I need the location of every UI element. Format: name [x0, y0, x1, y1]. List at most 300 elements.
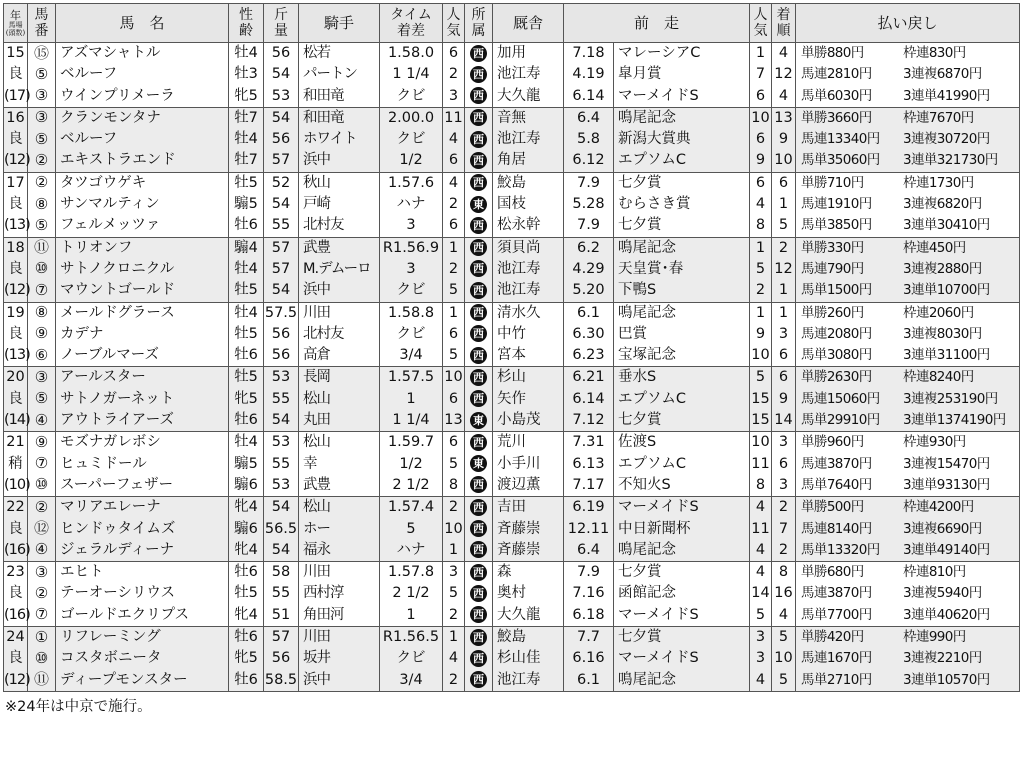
- time-margin-line: 1 1/4: [392, 66, 430, 83]
- horse-name-cell: [56, 627, 229, 692]
- payout-primary: 馬単13320円: [801, 541, 880, 558]
- prev-finish-line: 10: [774, 152, 793, 169]
- prev-popularity-cell-lines: [750, 303, 771, 367]
- payout-secondary: 3連複5940円: [903, 585, 982, 602]
- affiliation-badge: 西: [470, 217, 487, 234]
- horse-number-marker: ⑤: [34, 215, 49, 234]
- payout-primary: 馬連1910円: [801, 196, 872, 213]
- sex-age-line: 騸6: [234, 520, 258, 537]
- trainer-name-cell-lines: [493, 367, 563, 431]
- payout-line: [796, 497, 1019, 518]
- horse-number-marker: ⑤: [34, 129, 49, 148]
- carried-weight-line: 53: [271, 369, 291, 386]
- payout-secondary: 3連単30410円: [903, 217, 990, 234]
- affiliation-badge: 西: [470, 87, 487, 104]
- trainer-name-cell: [493, 302, 564, 367]
- prev-race-date-line: 7.9: [576, 217, 601, 234]
- race-year-cell-lines: [4, 238, 30, 302]
- horse-number-line: [28, 583, 55, 604]
- time-margin-line: 1.59.7: [387, 434, 435, 451]
- prev-race-name-cell-lines: [614, 562, 749, 626]
- time-margin-line: クビ: [396, 282, 426, 299]
- affiliation-line: [465, 108, 492, 129]
- header-umaban: [28, 4, 56, 43]
- sex-age-line: 騸5: [234, 455, 258, 472]
- track-condition: 良: [8, 260, 23, 277]
- prev-race-name-line: マーメイドS: [618, 650, 699, 667]
- payout-cell: [796, 172, 1020, 237]
- prev-popularity-cell-lines: [750, 367, 771, 431]
- time-margin-line: 3/4: [399, 671, 423, 688]
- prev-race-name-line: 垂水S: [618, 369, 657, 386]
- payout-cell: [796, 432, 1020, 497]
- track-condition: 良: [8, 196, 23, 213]
- sex-age-line: 牡4: [234, 131, 258, 148]
- affiliation-line: [465, 475, 492, 496]
- prev-race-date-cell: [564, 107, 614, 172]
- prev-popularity-cell: [750, 627, 772, 692]
- affiliation-badge: 西: [470, 606, 487, 623]
- trainer-name-line: 奥村: [497, 585, 526, 602]
- horse-name-line: ウインプリメーラ: [60, 87, 175, 104]
- horse-number-marker: ⑩: [34, 259, 49, 278]
- popularity-cell: [443, 237, 465, 302]
- race-year-cell: [4, 43, 28, 108]
- carried-weight-line: 56: [271, 325, 291, 342]
- payout-secondary: 3連複6690円: [903, 520, 982, 537]
- payout-secondary: 枠連930円: [903, 434, 966, 451]
- sex-age-cell-lines: [229, 108, 263, 172]
- sex-age-line: 牡5: [234, 174, 258, 191]
- trainer-name-line: 角居: [497, 152, 526, 169]
- carried-weight-line: 53: [271, 476, 291, 493]
- prev-finish-cell: [772, 627, 796, 692]
- payout-primary: 単勝680円: [801, 564, 864, 581]
- prev-popularity-line: 15: [751, 412, 770, 429]
- prev-race-name-cell: [614, 497, 750, 562]
- affiliation-line: [465, 303, 492, 324]
- trainer-name-line: 加用: [497, 45, 526, 61]
- trainer-name-cell: [493, 172, 564, 237]
- prev-finish-cell: [772, 432, 796, 497]
- affiliation-badge: 西: [470, 390, 487, 407]
- prev-race-date-cell: [564, 562, 614, 627]
- popularity-line: 13: [444, 412, 463, 429]
- horse-number-marker: ⑤: [34, 64, 49, 83]
- horse-name-cell: [56, 172, 229, 237]
- popularity-line: 1: [448, 629, 459, 646]
- payout-line: [796, 238, 1019, 259]
- horse-name-line: カデナ: [60, 325, 104, 342]
- horse-name-line: ベルーフ: [60, 131, 118, 148]
- horse-number-cell-lines: [28, 108, 55, 172]
- prev-race-date-line: 6.14: [572, 87, 605, 104]
- trainer-name-line: 小手川: [497, 455, 541, 472]
- affiliation-cell-lines: [465, 627, 492, 691]
- payout-primary: 単勝880円: [801, 45, 864, 61]
- horse-number-marker: ②: [34, 583, 49, 602]
- payout-primary: 馬単7700円: [801, 606, 872, 623]
- prev-race-date-line: 6.16: [572, 650, 605, 667]
- popularity-cell: [443, 562, 465, 627]
- table-body: [4, 43, 1020, 692]
- affiliation-line: [465, 540, 492, 561]
- carried-weight-line: 55: [271, 585, 291, 602]
- affiliation-badge: 西: [470, 369, 487, 386]
- payout-primary: 馬単35060円: [801, 152, 880, 169]
- trainer-name-line: 斉藤崇: [497, 520, 541, 537]
- prev-popularity-line: 4: [755, 541, 766, 558]
- prev-race-name-cell: [614, 627, 750, 692]
- prev-race-name-cell-lines: [614, 367, 749, 431]
- carried-weight-line: 55: [271, 217, 291, 234]
- time-margin-cell: [380, 432, 443, 497]
- time-margin-line: 1.57.8: [387, 564, 435, 581]
- payout-secondary: 枠連990円: [903, 629, 966, 646]
- trainer-name-cell: [493, 497, 564, 562]
- prev-race-date-cell: [564, 302, 614, 367]
- prev-finish-line: 2: [778, 499, 789, 516]
- track-condition: 良: [8, 66, 23, 83]
- horse-name-cell: [56, 302, 229, 367]
- track-condition: 良: [8, 585, 23, 602]
- prev-finish-line: 7: [778, 520, 789, 537]
- trainer-name-line: 池江寿: [497, 260, 541, 277]
- jockey-name-line: 浜中: [303, 671, 330, 688]
- jockey-name-line: M.デムーロ: [303, 260, 371, 277]
- horse-number-line: [28, 43, 55, 64]
- horse-number-marker: ⑧: [34, 303, 49, 322]
- payout-cell: [796, 302, 1020, 367]
- horse-name-line: アズマシャトル: [60, 45, 161, 61]
- affiliation-line: [465, 389, 492, 410]
- header-prevpop-label: 人気: [753, 7, 768, 39]
- horse-name-line: マウントゴールド: [60, 282, 176, 299]
- prev-popularity-line: 4: [755, 499, 766, 516]
- affiliation-badge: 西: [470, 476, 487, 493]
- field-size: (13): [4, 217, 30, 234]
- horse-number-cell-lines: [28, 627, 55, 691]
- payout-primary: 馬単7640円: [801, 476, 872, 493]
- race-year-cell: [4, 562, 28, 627]
- trainer-name-line: 荒川: [497, 434, 526, 451]
- race-year-cell-lines: [4, 303, 30, 367]
- prev-finish-line: 6: [778, 174, 789, 191]
- jockey-name-line: 幸: [303, 455, 317, 472]
- trainer-name-cell-lines: [493, 497, 563, 561]
- time-margin-cell: [380, 107, 443, 172]
- trainer-name-line: 大久龍: [497, 87, 541, 104]
- prev-race-name-cell: [614, 432, 750, 497]
- horse-number-marker: ③: [34, 86, 49, 105]
- payout-secondary: 3連複6870円: [903, 66, 982, 83]
- prev-popularity-line: 7: [755, 66, 766, 83]
- payout-secondary: 枠連4200円: [903, 499, 974, 516]
- horse-number-marker: ②: [34, 497, 49, 516]
- horse-name-cell-lines: [56, 562, 228, 626]
- race-year: 17: [6, 174, 25, 191]
- popularity-cell: [443, 302, 465, 367]
- affiliation-line: [465, 605, 492, 626]
- payout-cell-lines: [796, 367, 1019, 431]
- affiliation-line: [465, 519, 492, 540]
- horse-number-marker: ⑨: [34, 432, 49, 451]
- popularity-line: 6: [448, 217, 459, 234]
- header-aff-label: 所属: [471, 7, 486, 39]
- prev-race-date-line: 7.9: [576, 174, 601, 191]
- time-margin-cell-lines: [380, 432, 442, 496]
- prev-race-name-cell: [614, 43, 750, 108]
- horse-name-line: ディープモンスター: [60, 671, 188, 688]
- sex-age-cell-lines: [229, 303, 263, 367]
- sex-age-line: 騸5: [234, 196, 258, 213]
- carried-weight-line: 54: [271, 282, 291, 299]
- horse-number-marker: ⑦: [34, 280, 49, 299]
- payout-line: [796, 627, 1019, 648]
- header-prevpop: [750, 4, 772, 43]
- prev-finish-line: 9: [778, 390, 789, 407]
- field-size: (17): [4, 87, 30, 104]
- carried-weight-line: 53: [271, 434, 291, 451]
- prev-popularity-line: 10: [751, 347, 770, 364]
- popularity-line: 10: [444, 520, 463, 537]
- prev-finish-cell-lines: [772, 497, 795, 561]
- carried-weight-line: 55: [271, 455, 291, 472]
- prev-finish-line: 2: [778, 239, 789, 256]
- horse-number-cell-lines: [28, 303, 55, 367]
- race-year-cell-lines: [4, 627, 30, 691]
- payout-line: [796, 194, 1019, 215]
- prev-popularity-line: 6: [755, 174, 766, 191]
- header-prev-label: 前 走: [634, 14, 680, 32]
- prev-race-name-line: 七夕賞: [618, 412, 662, 429]
- affiliation-cell: [465, 43, 493, 108]
- affiliation-cell: [465, 302, 493, 367]
- affiliation-badge: 西: [470, 671, 487, 688]
- payout-line: [796, 562, 1019, 583]
- affiliation-badge: 西: [470, 325, 487, 342]
- prev-race-name-cell: [614, 172, 750, 237]
- popularity-cell-lines: [443, 43, 464, 107]
- carried-weight-line: 58: [271, 564, 291, 581]
- carried-weight-line: 57: [271, 629, 291, 646]
- carried-weight-cell-lines: [264, 497, 298, 561]
- prev-race-name-line: マーメイドS: [618, 87, 699, 104]
- affiliation-cell-lines: [465, 173, 492, 237]
- sex-age-line: 牝4: [234, 606, 258, 623]
- affiliation-badge: 西: [470, 174, 487, 191]
- carried-weight-line: 54: [271, 196, 291, 213]
- affiliation-line: [465, 497, 492, 518]
- horse-name-line: アウトライアーズ: [60, 412, 174, 429]
- prev-popularity-line: 5: [755, 606, 766, 623]
- carried-weight-line: 56: [271, 131, 291, 148]
- jockey-name-cell-lines: [299, 562, 379, 626]
- popularity-cell-lines: [443, 562, 464, 626]
- race-row: [4, 302, 1020, 367]
- trainer-name-line: 音無: [497, 109, 526, 126]
- payout-secondary: 3連複30720円: [903, 131, 990, 148]
- time-margin-cell-lines: [380, 43, 442, 107]
- horse-name-cell: [56, 497, 229, 562]
- prev-finish-line: 8: [778, 564, 789, 581]
- prev-popularity-line: 4: [755, 196, 766, 213]
- sex-age-cell: [229, 43, 264, 108]
- horse-name-line: ゴールドエクリプス: [60, 606, 190, 623]
- affiliation-line: [465, 627, 492, 648]
- prev-popularity-line: 8: [755, 476, 766, 493]
- horse-name-line: ヒンドゥタイムズ: [60, 520, 176, 537]
- time-margin-line: 5: [406, 520, 416, 537]
- race-row: [4, 432, 1020, 497]
- payout-line: [796, 519, 1019, 540]
- popularity-cell: [443, 627, 465, 692]
- horse-name-line: クランモンタナ: [60, 109, 161, 126]
- jockey-name-line: 武豊: [303, 239, 330, 256]
- time-margin-cell-lines: [380, 108, 442, 172]
- prev-race-name-line: 下鴨S: [618, 282, 657, 299]
- field-size: (14): [4, 412, 30, 429]
- affiliation-cell-lines: [465, 432, 492, 496]
- carried-weight-line: 55: [271, 390, 291, 407]
- jockey-name-cell: [299, 497, 380, 562]
- payout-line: [796, 410, 1019, 431]
- prev-race-date-cell-lines: [564, 303, 613, 367]
- trainer-name-line: 中竹: [497, 325, 526, 342]
- horse-name-line: エキストラエンド: [60, 152, 176, 169]
- payout-line: [796, 173, 1019, 194]
- payout-primary: 単勝260円: [801, 304, 864, 321]
- payout-secondary: 3連複2880円: [903, 260, 982, 277]
- race-row: [4, 562, 1020, 627]
- header-time: [380, 4, 443, 43]
- prev-finish-line: 4: [778, 87, 789, 104]
- horse-name-cell-lines: [56, 432, 228, 496]
- payout-cell-lines: [796, 432, 1019, 496]
- horse-number-marker: ⑪: [33, 238, 49, 257]
- prev-race-name-line: 中日新聞杯: [618, 520, 691, 537]
- prev-finish-cell: [772, 302, 796, 367]
- header-horse-label: 馬 名: [119, 14, 165, 32]
- prev-popularity-line: 9: [755, 325, 766, 342]
- time-margin-line: クビ: [396, 87, 426, 104]
- horse-number-line: [28, 215, 55, 236]
- carried-weight-line: 54: [271, 412, 291, 429]
- popularity-cell-lines: [443, 627, 464, 691]
- affiliation-badge: 東: [470, 455, 487, 472]
- prev-race-date-line: 7.17: [572, 476, 605, 493]
- jockey-name-cell-lines: [299, 43, 379, 107]
- payout-cell: [796, 497, 1020, 562]
- race-year-cell-lines: [4, 108, 30, 172]
- horse-number-line: [28, 670, 55, 691]
- carried-weight-line: 57.5: [264, 304, 298, 321]
- sex-age-cell: [229, 302, 264, 367]
- affiliation-line: [465, 129, 492, 150]
- jockey-name-line: 武豊: [303, 476, 330, 493]
- trainer-name-cell-lines: [493, 238, 563, 302]
- carried-weight-cell-lines: [264, 303, 298, 367]
- prev-race-date-line: 4.29: [572, 260, 605, 277]
- prev-race-name-line: 七夕賞: [618, 174, 662, 191]
- affiliation-line: [465, 194, 492, 215]
- carried-weight-cell: [264, 237, 299, 302]
- sex-age-line: 牝5: [234, 87, 258, 104]
- race-year-cell: [4, 497, 28, 562]
- prev-finish-line: 14: [774, 412, 793, 429]
- jockey-name-cell: [299, 237, 380, 302]
- horse-name-line: フェルメッツァ: [60, 217, 161, 234]
- popularity-line: 1: [448, 304, 459, 321]
- trainer-name-line: 池江寿: [497, 671, 541, 688]
- carried-weight-cell: [264, 43, 299, 108]
- popularity-line: 3: [448, 87, 459, 104]
- race-row: [4, 172, 1020, 237]
- payout-primary: 馬連3870円: [801, 455, 872, 472]
- prev-race-date-cell-lines: [564, 43, 613, 107]
- payout-primary: 単勝960円: [801, 434, 864, 451]
- horse-number-line: [28, 562, 55, 583]
- prev-race-name-cell: [614, 237, 750, 302]
- sex-age-cell-lines: [229, 497, 263, 561]
- horse-number-marker: ⑦: [34, 605, 49, 624]
- header-pop-label: 人気: [446, 7, 461, 39]
- prev-popularity-cell-lines: [750, 432, 771, 496]
- popularity-cell-lines: [443, 303, 464, 367]
- jockey-name-cell: [299, 107, 380, 172]
- sex-age-line: 牡6: [234, 629, 258, 646]
- prev-race-name-line: 宝塚記念: [618, 347, 676, 364]
- prev-race-date-line: 6.12: [572, 152, 605, 169]
- header-heads-label: (頭数): [5, 28, 26, 37]
- prev-race-name-line: マーメイドS: [618, 499, 699, 516]
- race-year-cell-lines: [4, 562, 30, 626]
- horse-number-line: [28, 280, 55, 301]
- sex-age-line: 牡4: [234, 304, 258, 321]
- trainer-name-cell: [493, 562, 564, 627]
- payout-cell-lines: [796, 43, 1019, 107]
- popularity-line: 10: [444, 369, 463, 386]
- jockey-name-cell: [299, 562, 380, 627]
- payout-secondary: 枠連450円: [903, 239, 966, 256]
- horse-name-cell-lines: [56, 173, 228, 237]
- carried-weight-cell: [264, 562, 299, 627]
- payout-primary: 馬連13340円: [801, 131, 880, 148]
- prev-race-name-line: マレーシアC: [618, 45, 701, 61]
- sex-age-line: 牡6: [234, 671, 258, 688]
- popularity-cell-lines: [443, 108, 464, 172]
- affiliation-line: [465, 64, 492, 85]
- payout-line: [796, 670, 1019, 691]
- payout-line: [796, 648, 1019, 669]
- carried-weight-cell-lines: [264, 238, 298, 302]
- carried-weight-cell-lines: [264, 432, 298, 496]
- time-margin-cell: [380, 302, 443, 367]
- affiliation-badge: 西: [470, 541, 487, 558]
- trainer-name-line: 吉田: [497, 499, 526, 516]
- horse-number-marker: ⑪: [33, 670, 49, 689]
- time-margin-line: 1/2: [399, 455, 423, 472]
- affiliation-cell-lines: [465, 562, 492, 626]
- race-year-cell: [4, 172, 28, 237]
- horse-name-line: ノーブルマーズ: [60, 347, 160, 364]
- horse-number-cell: [28, 237, 56, 302]
- sex-age-line: 牡7: [234, 152, 258, 169]
- affiliation-badge: 西: [470, 650, 487, 667]
- jockey-name-cell-lines: [299, 627, 379, 691]
- header-prevpos: [772, 4, 796, 43]
- prev-race-date-line: 12.11: [567, 520, 610, 537]
